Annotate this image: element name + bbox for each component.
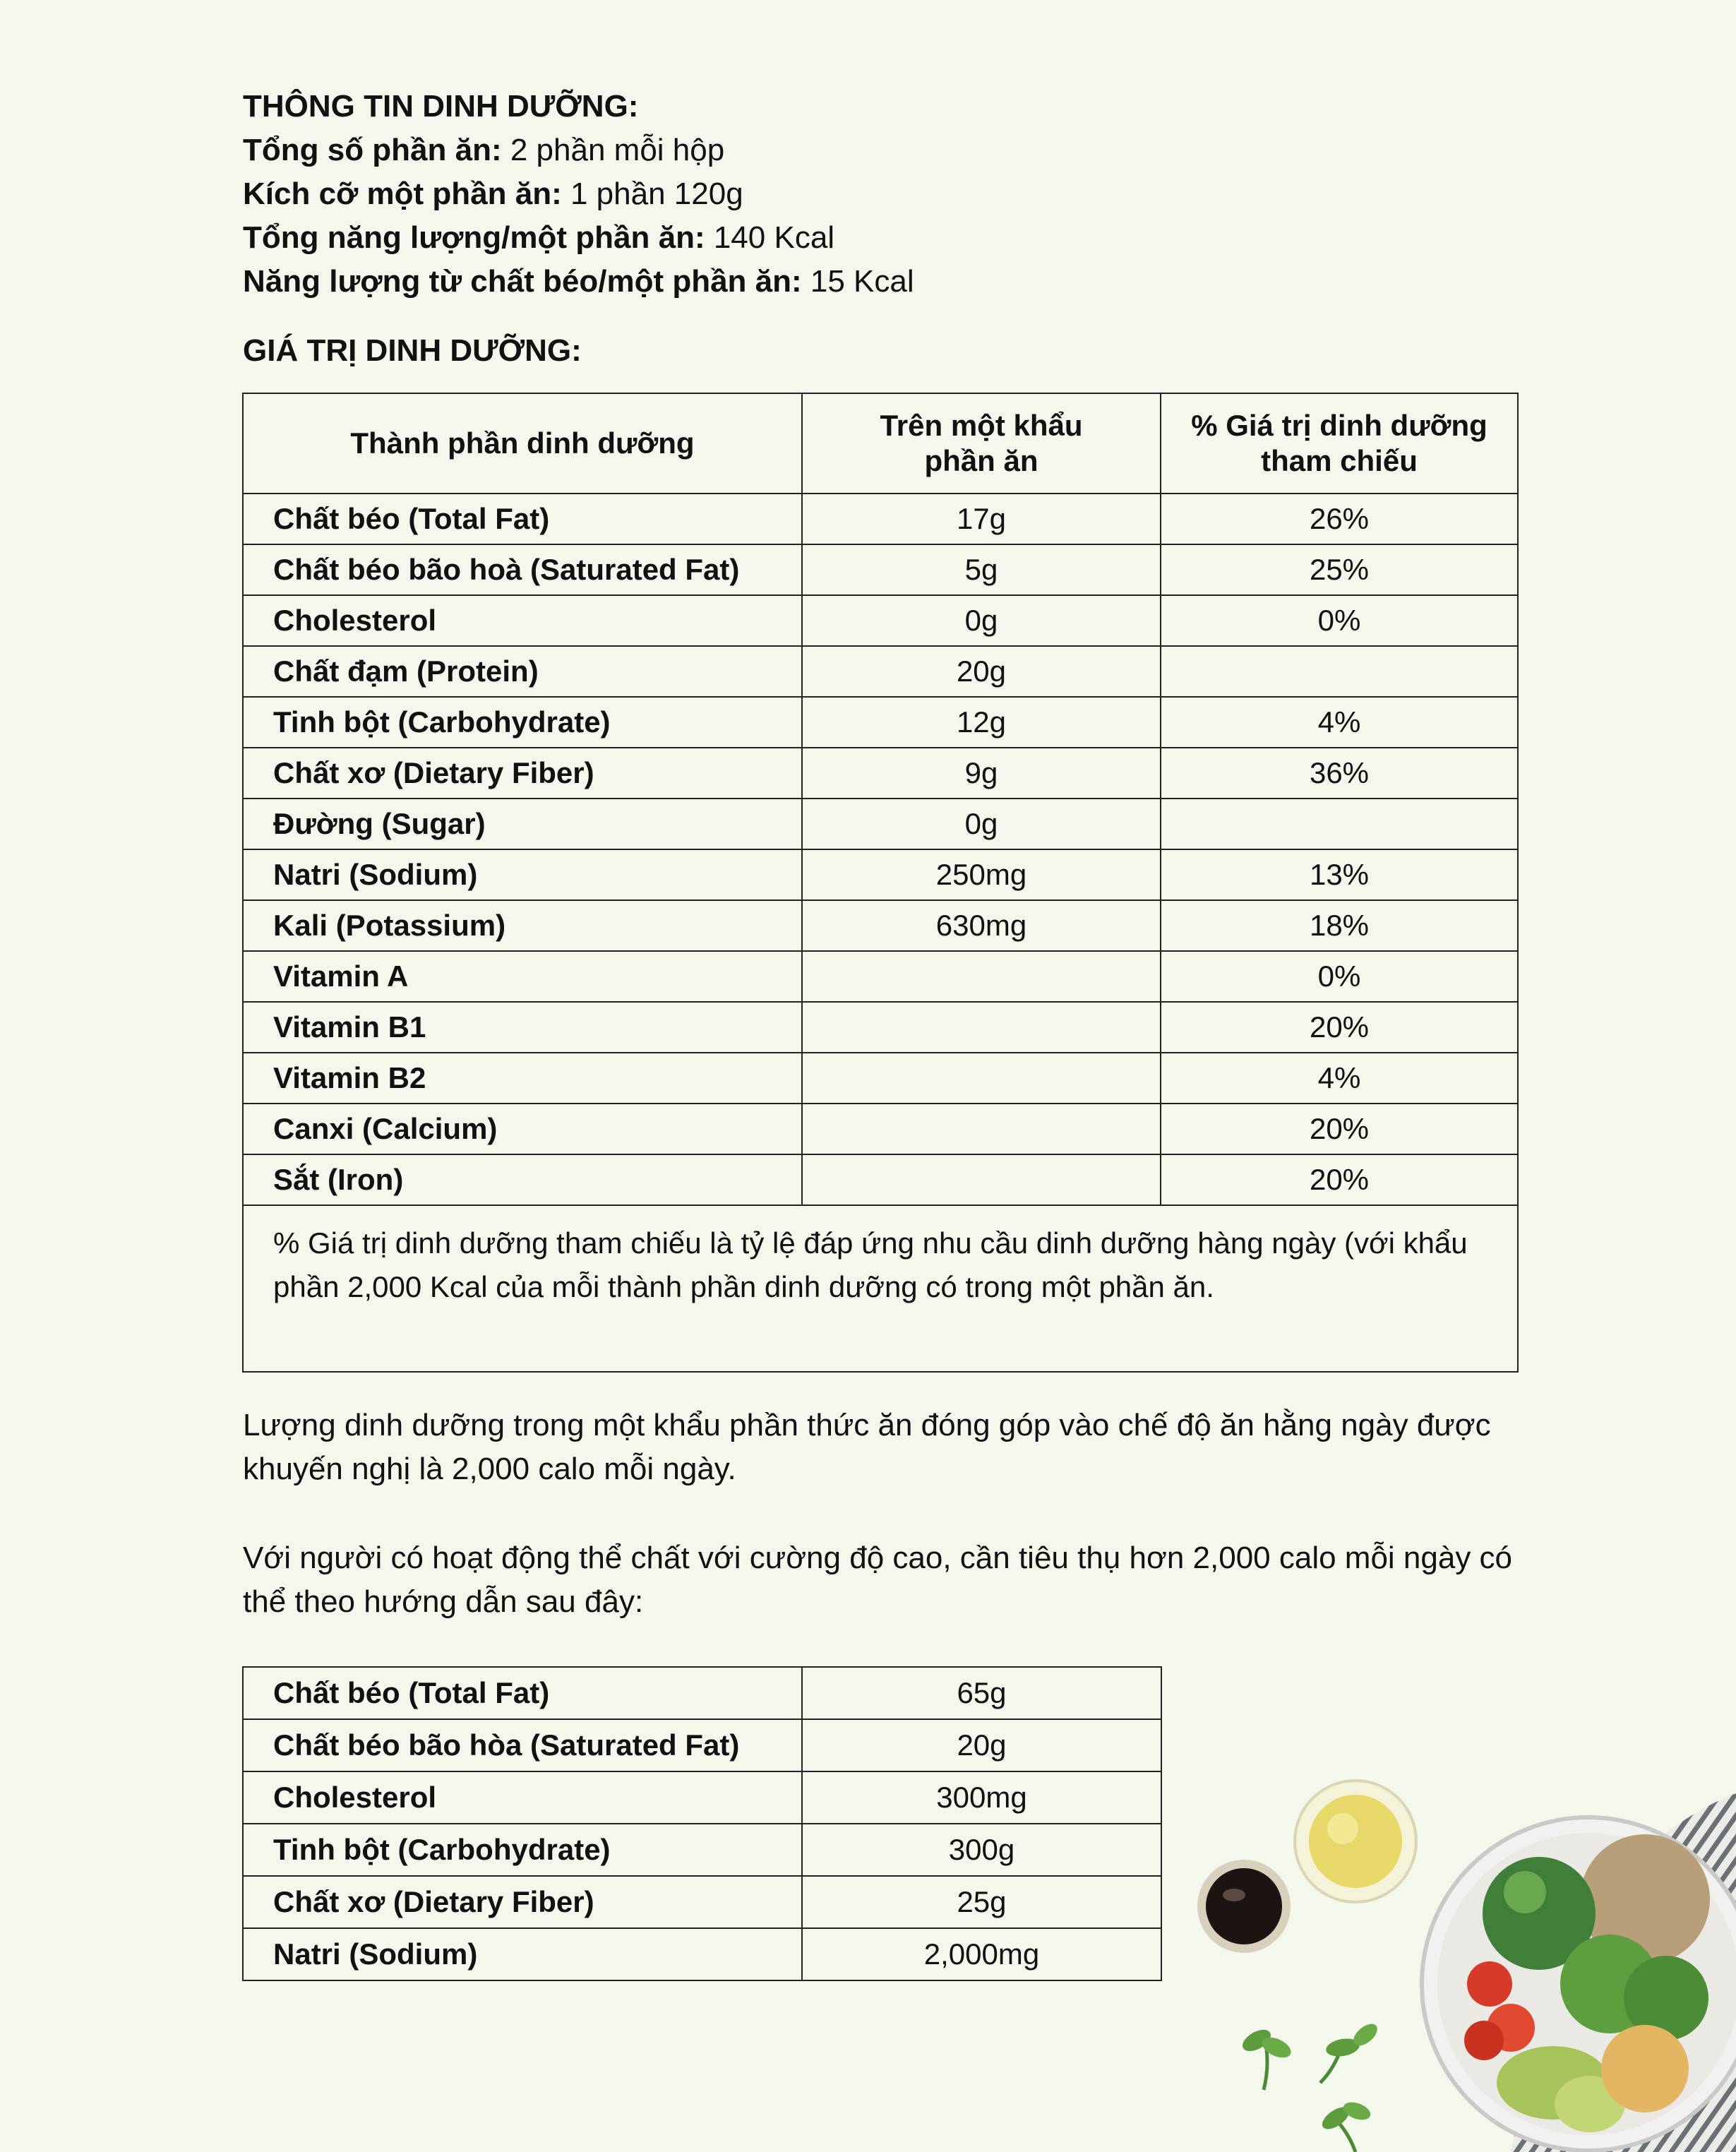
table-row	[243, 1104, 1518, 1154]
table-row	[243, 697, 1518, 748]
amount-per-serving: 12g	[802, 697, 1161, 748]
nutrient-name: Kali (Potassium)	[243, 900, 802, 951]
info-energy: Tổng năng lượng/một phần ăn: 140 Kcal	[243, 220, 835, 255]
amount-per-serving	[802, 951, 1161, 1002]
daily-amount: 2,000mg	[802, 1928, 1161, 1980]
table-row	[243, 1053, 1518, 1104]
percent-daily-value: 18%	[1161, 900, 1518, 951]
table-row	[243, 1719, 1161, 1771]
percent-daily-value: 20%	[1161, 1002, 1518, 1053]
table-row	[243, 1667, 1161, 1719]
table-header-row	[243, 393, 1518, 494]
percent-daily-value: 13%	[1161, 849, 1518, 900]
table-row	[243, 849, 1518, 900]
percent-daily-value: 25%	[1161, 544, 1518, 595]
nutrient-name: Tinh bột (Carbohydrate)	[243, 697, 802, 748]
percent-daily-value	[1161, 646, 1518, 697]
info-servings: Tổng số phần ăn: 2 phần mỗi hộp	[243, 133, 725, 167]
table-row	[243, 1928, 1161, 1980]
percent-daily-value: 4%	[1161, 697, 1518, 748]
percent-daily-value: 4%	[1161, 1053, 1518, 1104]
amount-per-serving: 20g	[802, 646, 1161, 697]
nutrient-name: Cholesterol	[243, 595, 802, 646]
nutrient-name: Chất đạm (Protein)	[243, 646, 802, 697]
info-fat-energy: Năng lượng từ chất béo/một phần ăn: 15 Kcal	[243, 264, 914, 299]
table-row	[243, 1002, 1518, 1053]
nutrient-name: Sắt (Iron)	[243, 1154, 802, 1205]
percent-daily-value: 20%	[1161, 1104, 1518, 1154]
soy-sauce-cup-icon	[1197, 1860, 1291, 1953]
table-row	[243, 1154, 1518, 1205]
percent-daily-value: 0%	[1161, 595, 1518, 646]
table-row	[243, 748, 1518, 799]
daily-amount: 300mg	[802, 1771, 1161, 1824]
amount-per-serving: 17g	[802, 494, 1161, 544]
amount-per-serving	[802, 1104, 1161, 1154]
daily-amount: 25g	[802, 1876, 1161, 1928]
daily-amount: 300g	[802, 1824, 1161, 1876]
percent-daily-value: 26%	[1161, 494, 1518, 544]
nutrient-name: Chất béo bão hoà (Saturated Fat)	[243, 544, 802, 595]
info-title: THÔNG TIN DINH DƯỠNG:	[243, 89, 639, 124]
table-note: % Giá trị dinh dưỡng tham chiếu là tỷ lệ đáp ứng nhu cầu dinh dưỡng hàng ngày (với khẩu phần 2,000 Kcal của mỗi thành phần dinh dưỡng có trong một phần ăn.	[243, 1205, 1518, 1372]
nutrient-name: Chất béo (Total Fat)	[243, 494, 802, 544]
nutrition-info	[243, 85, 914, 304]
table-row	[243, 799, 1518, 849]
table-row	[243, 494, 1518, 544]
oil-cup-icon	[1295, 1781, 1416, 1902]
table-row	[243, 900, 1518, 951]
nutrient-name: Chất béo (Total Fat)	[243, 1667, 802, 1719]
nutrient-name: Chất xơ (Dietary Fiber)	[243, 1876, 802, 1928]
food-illustration	[1158, 1751, 1736, 2152]
amount-per-serving	[802, 1053, 1161, 1104]
table-row	[243, 595, 1518, 646]
section-title: GIÁ TRỊ DINH DƯỠNG:	[243, 333, 582, 368]
column-header: Thành phần dinh dưỡng	[243, 393, 802, 494]
nutrient-name: Đường (Sugar)	[243, 799, 802, 849]
percent-daily-value: 20%	[1161, 1154, 1518, 1205]
column-header: Trên một khẩu phần ăn	[802, 393, 1161, 494]
nutrient-name: Natri (Sodium)	[243, 1928, 802, 1980]
table-row	[243, 951, 1518, 1002]
nutrition-table	[242, 393, 1519, 1373]
amount-per-serving: 9g	[802, 748, 1161, 799]
paragraph-high-activity: Với người có hoạt động thể chất với cường độ cao, cần tiêu thụ hơn 2,000 calo mỗi ngày có thể theo hướng dẫn sau đây:	[243, 1541, 1513, 1619]
leaf-sprig-icon	[1239, 2020, 1381, 2152]
amount-per-serving: 250mg	[802, 849, 1161, 900]
nutrient-name: Vitamin A	[243, 951, 802, 1002]
amount-per-serving: 630mg	[802, 900, 1161, 951]
salad-bowl-icon	[1422, 1817, 1736, 2151]
percent-daily-value: 0%	[1161, 951, 1518, 1002]
table-row	[243, 1824, 1161, 1876]
nutrient-name: Vitamin B1	[243, 1002, 802, 1053]
table-row	[243, 1771, 1161, 1824]
nutrient-name: Vitamin B2	[243, 1053, 802, 1104]
nutrient-name: Chất xơ (Dietary Fiber)	[243, 748, 802, 799]
daily-amount: 65g	[802, 1667, 1161, 1719]
amount-per-serving	[802, 1154, 1161, 1205]
table-row	[243, 544, 1518, 595]
nutrient-name: Tinh bột (Carbohydrate)	[243, 1824, 802, 1876]
daily-amount: 20g	[802, 1719, 1161, 1771]
nutrient-name: Canxi (Calcium)	[243, 1104, 802, 1154]
percent-daily-value	[1161, 799, 1518, 849]
nutrient-name: Chất béo bão hòa (Saturated Fat)	[243, 1719, 802, 1771]
table-note-row	[243, 1205, 1518, 1372]
info-serving-size: Kích cỡ một phần ăn: 1 phần 120g	[243, 177, 743, 211]
amount-per-serving: 5g	[802, 544, 1161, 595]
amount-per-serving: 0g	[802, 799, 1161, 849]
paragraph-daily-value: Lượng dinh dưỡng trong một khẩu phần thức ăn đóng góp vào chế độ ăn hằng ngày được khuyến nghị là 2,000 calo mỗi ngày.	[243, 1408, 1491, 1486]
guide-table	[242, 1666, 1162, 1981]
percent-daily-value: 36%	[1161, 748, 1518, 799]
column-header: % Giá trị dinh dưỡng tham chiếu	[1161, 393, 1518, 494]
amount-per-serving	[802, 1002, 1161, 1053]
amount-per-serving: 0g	[802, 595, 1161, 646]
table-row	[243, 1876, 1161, 1928]
table-row	[243, 646, 1518, 697]
nutrient-name: Natri (Sodium)	[243, 849, 802, 900]
nutrient-name: Cholesterol	[243, 1771, 802, 1824]
